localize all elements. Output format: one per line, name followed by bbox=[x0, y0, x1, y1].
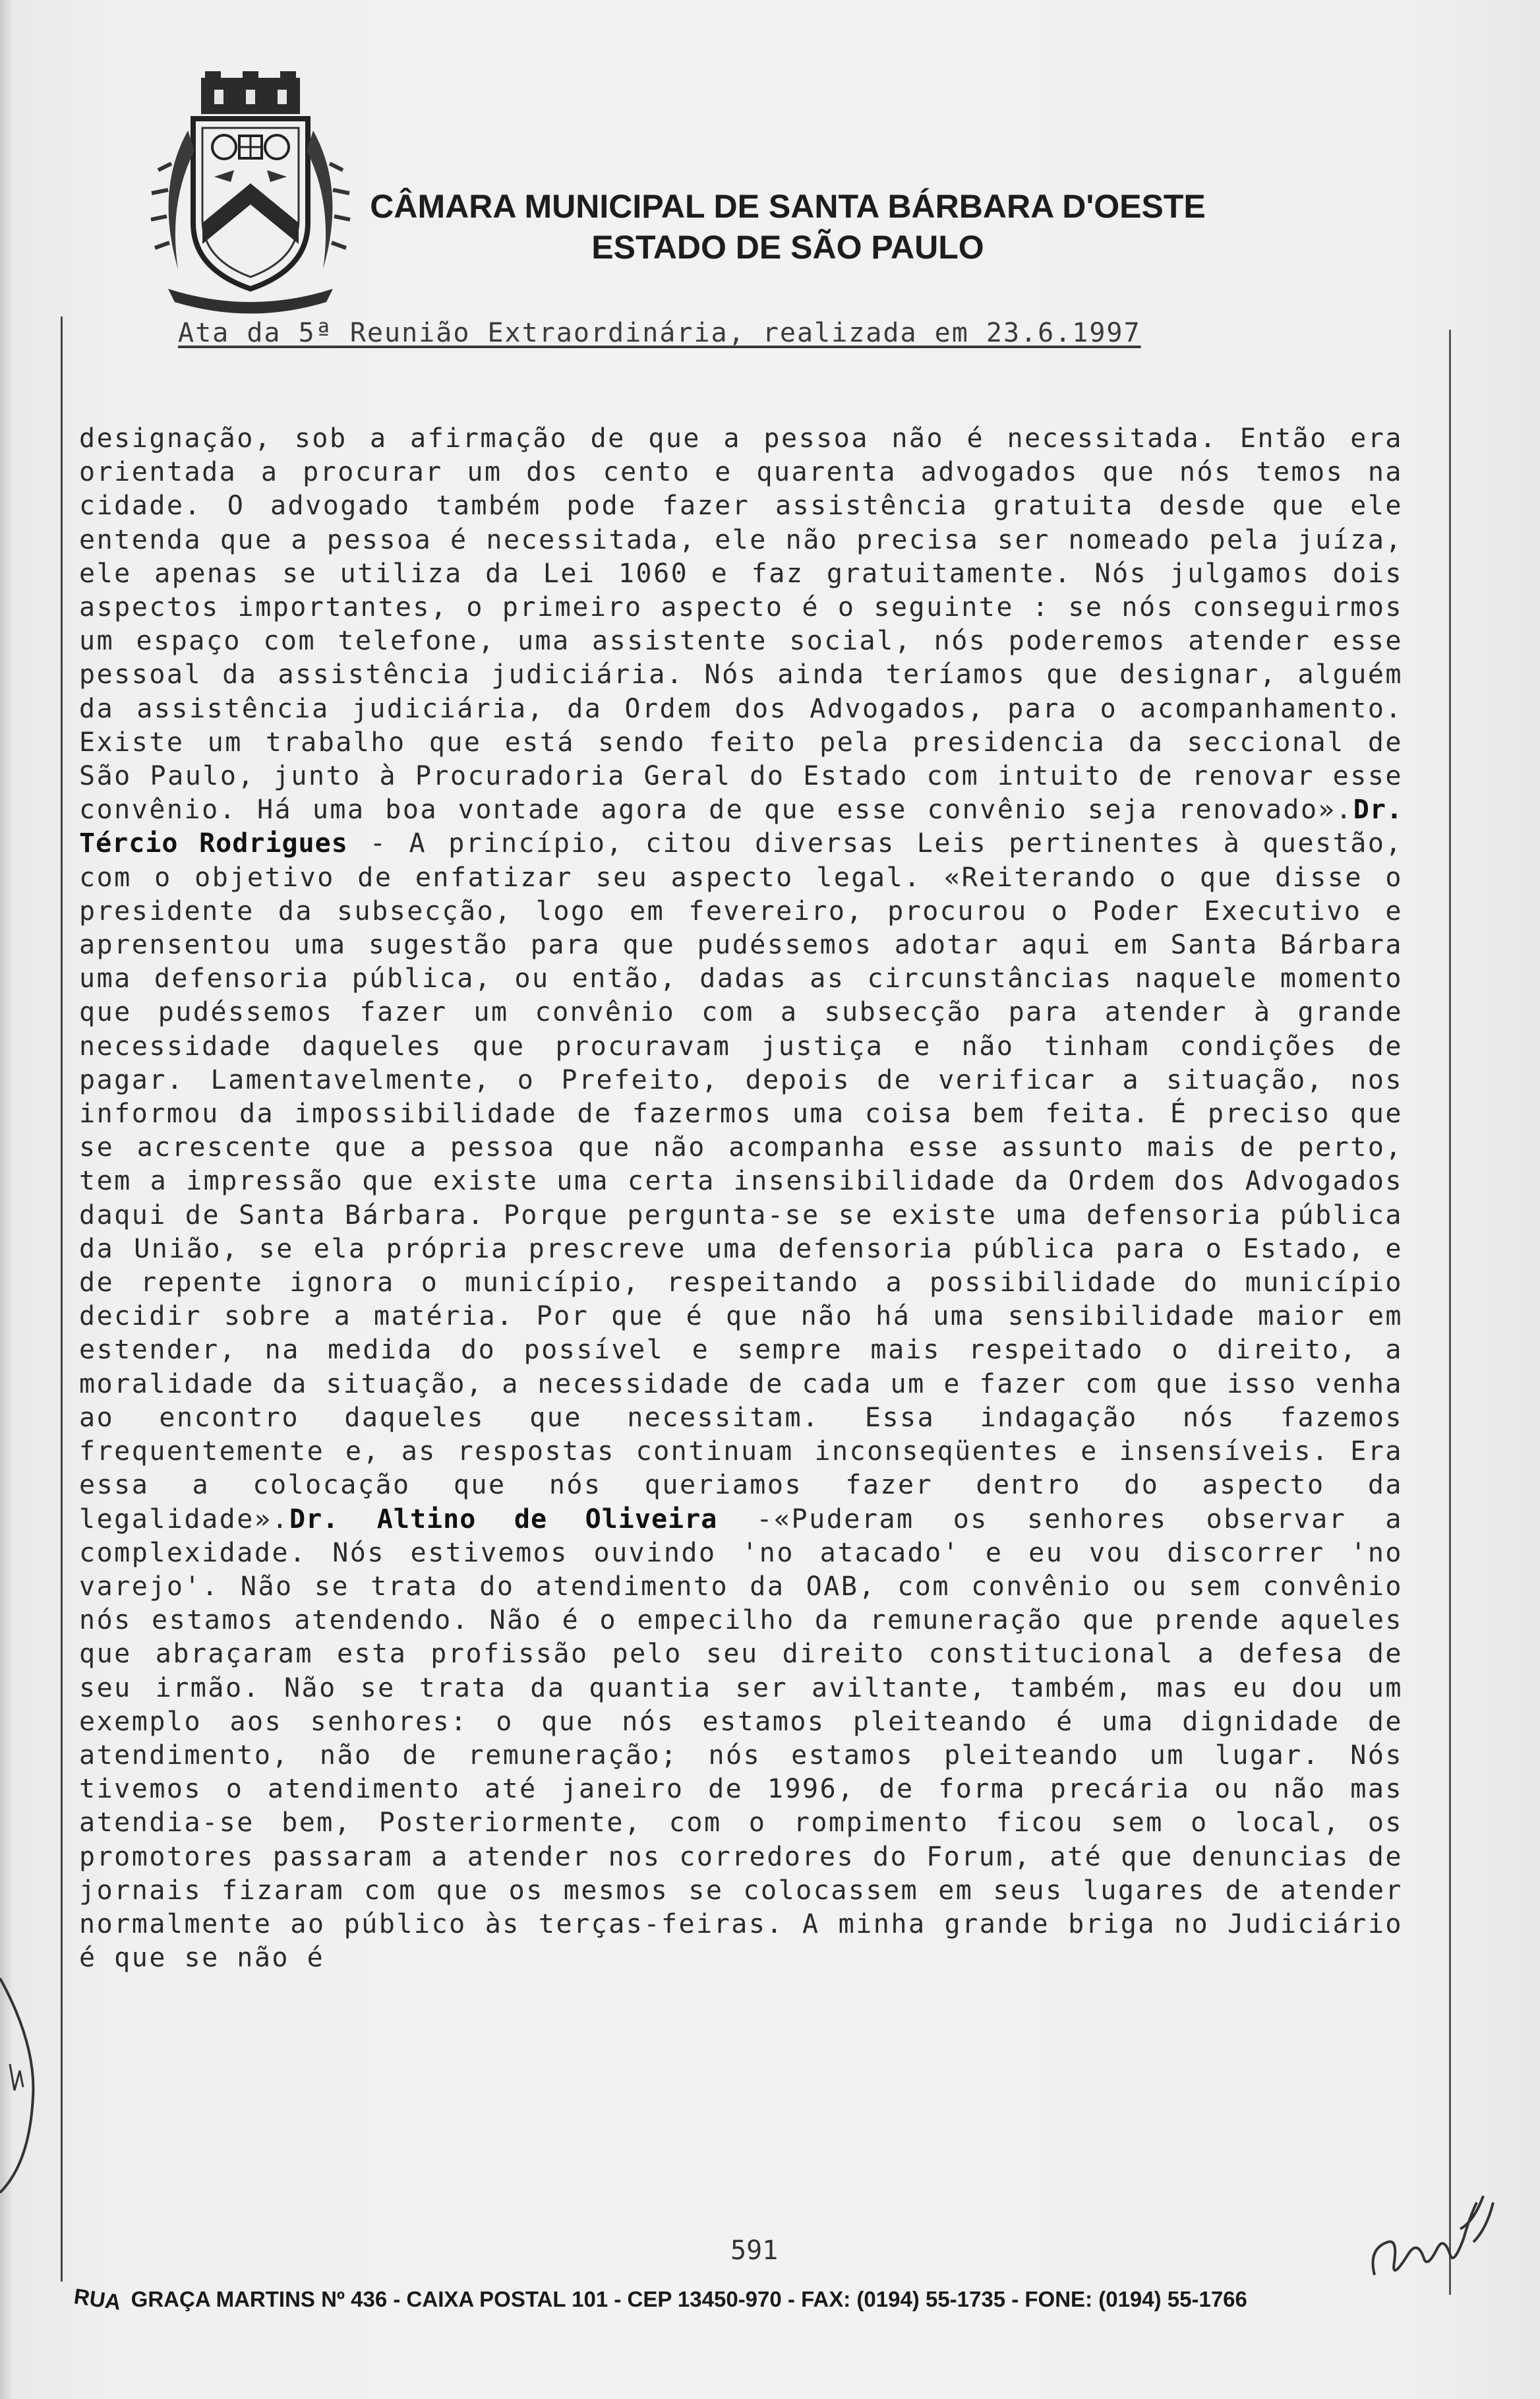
minutes-body bbox=[79, 422, 1403, 1975]
paragraph-1: designação, sob a afirmação de que a pessoa não é necessitada. Então era orientada a procurar um dos cento e quarenta advogados que nós temos na cidade. O advogado também pode fazer assistência gratuita desde que ele entenda que a pessoa é necessitada, ele não precisa ser nomeado pela juíza, ele apenas se utiliza da Lei 1060 e faz gratuitamente. Nós julgamos dois aspectos importantes, o primeiro aspecto é o seguinte : se nós conseguirmos um espaço com telefone, uma assistente social, nós poderemos atender esse pessoal da assistência judiciária. Nós ainda teríamos que designar, alguém da assistência judiciária, da Ordem dos Advogados, para o acompanhamento. Existe um trabalho que está sendo feito pela presidencia da seccional de São Paulo, junto à Procuradoria Geral do Estado com intuito de renovar esse convênio. Há uma boa vontade agora de que esse convênio seja renovado». bbox=[79, 423, 1403, 826]
left-border-line bbox=[61, 317, 63, 2282]
margin-bracket-mark-icon bbox=[0, 1965, 40, 2202]
institution-name: CÂMARA MUNICIPAL DE SANTA BÁRBARA D'OESTE bbox=[370, 188, 1206, 225]
footer-street-prefix: RUA bbox=[72, 2284, 123, 2315]
paragraph-2: - A princípio, citou diversas Leis pertinentes à questão, com o objetivo de enfatizar seu aspecto legal. «Reiterando o que disse o presidente da subsecção, logo em fevereiro, procurou o Poder Executivo e aprensentou uma sugestão para que pudéssemos adotar aqui em Santa Bárbara uma defensoria pública, ou então, dadas as circunstâncias naquele momento que pudéssemos fazer um convênio com a subsecção para atender à grande necessidade daqueles que procuravam justiça e não tinham condições de pagar. Lamentavelmente, o Prefeito, depois de verificar a situação, nos informou da impossibilidade de fazermos uma coisa bem feita. É preciso que se acrescente que a pessoa que não acompanha esse assunto mais de perto, tem a impressão que existe uma certa insensibilidade da Ordem dos Advogados daqui de Santa Bárbara. Porque pergunta-se se existe uma defensoria pública da União, se ela própria prescreve uma defensoria pública para o Estado, e de repente ignora o município, respeitando a possibilidade do município decidir sobre a matéria. Por que é que não há uma sensibilidade maior em estender, na medida do possível e sempre mais respeitado o direito, a moralidade da situação, a necessidade de cada um e fazer com que isso venha ao encontro daqueles que necessitam. Essa indagação nós fazemos frequentemente e, as respostas continuam inconseqüentes e insensíveis. Era essa a colocação que nós queriamos fazer dentro do aspecto da legalidade». bbox=[79, 828, 1403, 1534]
speaker-tercio-rodrigues: Dr. Tércio Rodrigues bbox=[79, 795, 1403, 859]
handwritten-signature-icon bbox=[1361, 2176, 1513, 2288]
footer-address bbox=[72, 2284, 1458, 2315]
paragraph-3: -«Puderam os senhores observar a complexidade. Nós estivemos ouvindo 'no atacado' e eu vou discorrer 'no varejo'. Não se trata do atendimento da OAB, com convênio ou sem convênio nós estamos atendendo. Não é o empecilho da remuneração que prende aqueles que abraçaram esta profissão pelo seu direito constitucional a defesa de seu irmão. Não se trata da quantia ser aviltante, também, mas eu dou um exemplo aos senhores: o que nós estamos pleiteando é uma dignidade de atendimento, não de remuneração; nós estamos pleiteando um lugar. Nós tivemos o atendimento até janeiro de 1996, de forma precária ou não mas atendia-se bem, Posteriormente, com o rompimento ficou sem o local, os promotores passaram a atender nos corredores do Forum, até que denuncias de jornais fizaram com que os mesmos se colocassem em seus lugares de atender normalmente ao público às terças-feiras. A minha grande briga no Judiciário é que se não é bbox=[79, 1503, 1403, 1974]
minutes-title: Ata da 5ª Reunião Extraordinária, realizada em 23.6.1997 bbox=[178, 318, 1141, 348]
state-name: ESTADO DE SÃO PAULO bbox=[591, 229, 984, 266]
speaker-altino-de-oliveira: Dr. Altino de Oliveira bbox=[289, 1503, 718, 1534]
right-border-line bbox=[1449, 330, 1451, 2295]
footer-contact-line: GRAÇA MARTINS Nº 436 - CAIXA POSTAL 101 - CEP 13450-970 - FAX: (0194) 55-1735 - FONE: (0194) 55-1766 bbox=[131, 2287, 1247, 2311]
coat-of-arms-icon bbox=[142, 71, 359, 322]
header bbox=[369, 186, 1206, 268]
page-number: 591 bbox=[730, 2235, 779, 2266]
